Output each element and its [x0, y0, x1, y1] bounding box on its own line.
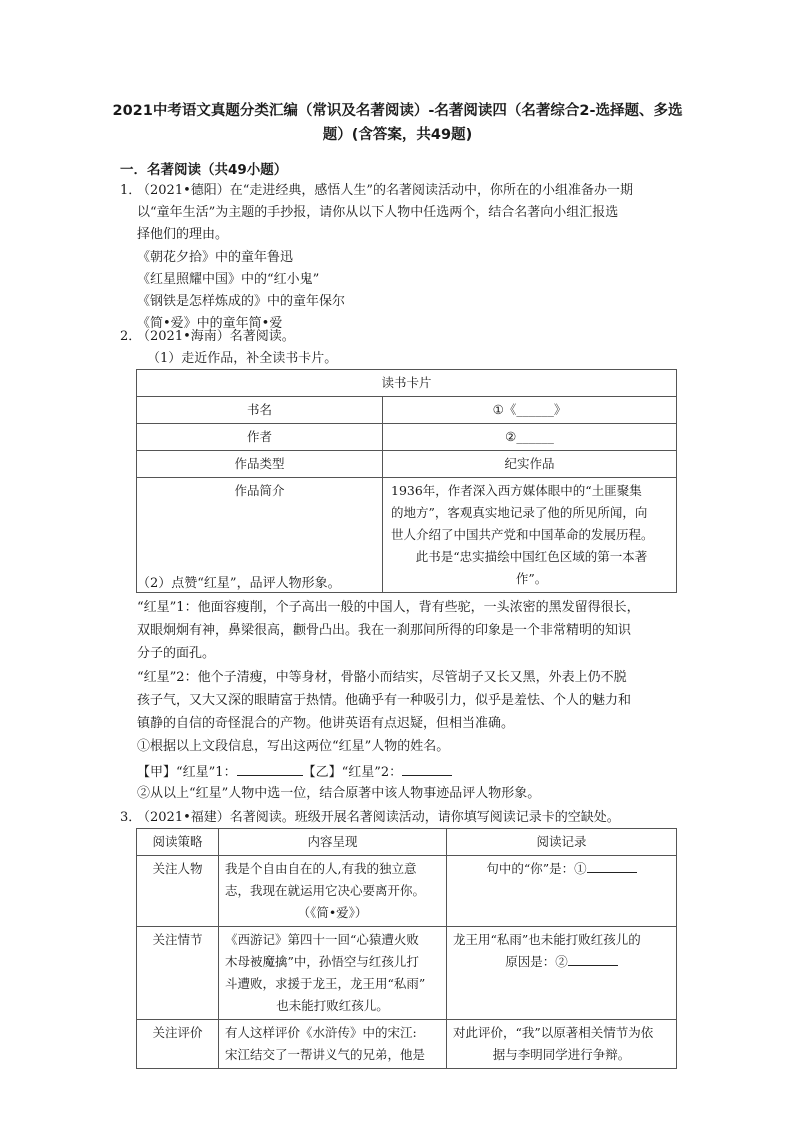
table-cell-label: 书名	[137, 397, 383, 424]
question-stem-line: （2021•海南）名著阅读。	[137, 329, 295, 344]
table-cell-value: 纪实作品	[383, 451, 677, 478]
reading-card-table	[136, 369, 677, 593]
paragraph-line: 分子的面孔。	[137, 646, 216, 661]
record-text: 据与李明同学进行争辩。	[492, 1047, 631, 1062]
document-title: 2021中考语文真题分类汇编（常识及名著阅读）-名著阅读四（名著综合2-选择题、多选题）(含答案，共49题)	[112, 103, 683, 143]
content-line: 木母被魔擒”中，孙悟空与红孩儿打	[225, 954, 419, 969]
table-cell-content	[219, 856, 447, 927]
question-stem-line: 以“童年生活”为主题的手抄报，请你从以下人物中任选两个，结合名著向小组汇报选	[137, 205, 619, 220]
question-stem-line: 择他们的理由。	[137, 227, 229, 242]
content-line: 斗遭败，求援于龙王，龙王用“私雨”	[225, 976, 426, 991]
content-line: 《西游记》第四十一回“心猿遭火败	[225, 932, 419, 947]
table-cell-strategy: 关注人物	[137, 856, 219, 927]
question-number: 2．	[120, 329, 142, 344]
list-item: 《钢铁是怎样炼成的》中的童年保尔	[137, 294, 346, 309]
card-intro-line: 此书是“忠实描绘中国红色区域的第一本著	[415, 549, 648, 564]
content-line: （《简•爱》）	[297, 905, 368, 920]
answer-blank[interactable]	[237, 761, 303, 776]
table-cell-value	[383, 478, 677, 593]
card-intro-line: 1936年，作者深入西方媒体眼中的“土匪聚集	[391, 483, 642, 498]
table-header: 读书卡片	[137, 370, 677, 397]
table-header: 阅读记录	[447, 829, 677, 856]
record-text: 对此评价，“我”以原著相关情节为依	[453, 1025, 654, 1040]
sub-question: （1）走近作品，补全读书卡片。	[147, 351, 338, 366]
list-item: 《红星照耀中国》中的“红小鬼”	[137, 272, 320, 287]
table-cell-record	[447, 856, 677, 927]
table-cell-label: 作者	[137, 424, 383, 451]
reading-record-table	[136, 828, 677, 1069]
record-text: 龙王用“私雨”也未能打败红孩儿的	[453, 932, 641, 947]
table-row	[137, 927, 677, 1020]
question-number: 1．	[120, 183, 142, 198]
task-line: ②从以上“红星”人物中选一位，结合原著中该人物事迹品评人物形象。	[137, 786, 541, 801]
content-line: 宋江结交了一帮讲义气的兄弟，他是	[225, 1047, 426, 1062]
paragraph-line: 镇静的自信的奇怪混合的产物。他讲英语有点迟疑，但相当准确。	[137, 716, 515, 731]
table-row	[137, 1020, 677, 1069]
card-intro-line: 的地方”，客观真实地记录了他的所见所闻，向	[391, 505, 648, 520]
table-cell-content	[219, 927, 447, 1020]
sub-question: （2）点赞“红星”，品评人物形象。	[137, 576, 341, 591]
answer-blank[interactable]	[587, 858, 637, 873]
list-item: 《朝花夕拾》中的童年鲁迅	[137, 250, 294, 265]
paragraph-line: 孩子气，又大又深的眼睛富于热情。他确乎有一种吸引力，似乎是羞怯、个人的魅力和	[137, 693, 632, 708]
table-row	[137, 856, 677, 927]
answer-line	[137, 761, 452, 783]
content-line: 我是个自由自在的人,有我的独立意	[225, 861, 417, 876]
answer-label: 【乙】“红星”2：	[302, 765, 403, 780]
paragraph-line: “红星”1：他面容瘦削，个子高出一般的中国人，背有些驼，一头浓密的黑发留得很长，	[137, 600, 640, 615]
paragraph-line: 双眼炯炯有神，鼻梁很高，颧骨凸出。我在一刹那间所得的印象是一个非常精明的知识	[137, 623, 632, 638]
card-intro-line: 作”。	[515, 571, 548, 586]
question-stem-line: （2021•德阳）在“走进经典，感悟人生”的名著阅读活动中，你所在的小组准备办一期	[137, 183, 634, 198]
table-cell-strategy: 关注评价	[137, 1020, 219, 1069]
record-text: 原因是：②	[505, 954, 568, 969]
table-header: 阅读策略	[137, 829, 219, 856]
task-line: ①根据以上文段信息，写出这两位“红星”人物的姓名。	[137, 739, 450, 754]
table-cell-record	[447, 927, 677, 1020]
table-cell-content	[219, 1020, 447, 1069]
question-number: 3．	[120, 810, 142, 825]
answer-blank[interactable]	[402, 761, 452, 776]
section-heading: 一．名著阅读（共49小题）	[120, 162, 288, 178]
table-cell-value: ①《______》	[383, 397, 677, 424]
table-cell-label: 作品简介	[137, 478, 383, 593]
list-item: 《简•爱》中的童年简•爱	[137, 316, 283, 331]
content-line: 有人这样评价《水浒传》中的宋江:	[225, 1025, 417, 1040]
content-line: 也未能打败红孩儿。	[276, 998, 389, 1013]
content-line: 志，我现在就运用它决心要离开你。	[225, 883, 426, 898]
answer-blank[interactable]	[568, 951, 618, 966]
table-cell-label: 作品类型	[137, 451, 383, 478]
question-stem-line: （2021•福建）名著阅读。班级开展名著阅读活动，请你填写阅读记录卡的空缺处。	[137, 810, 620, 825]
record-text: 句中的“你”是：①	[486, 861, 587, 876]
paragraph-line: “红星”2：他个子清瘦，中等身材，骨骼小而结实，尽管胡子又长又黑，外表上仍不脱	[137, 670, 627, 685]
table-header: 内容呈现	[219, 829, 447, 856]
table-cell-value: ②______	[383, 424, 677, 451]
table-cell-strategy: 关注情节	[137, 927, 219, 1020]
answer-label: 【甲】“红星”1：	[137, 765, 237, 780]
table-cell-record	[447, 1020, 677, 1069]
card-intro-line: 世人介绍了中国共产党和中国革命的发展历程。	[391, 527, 654, 542]
